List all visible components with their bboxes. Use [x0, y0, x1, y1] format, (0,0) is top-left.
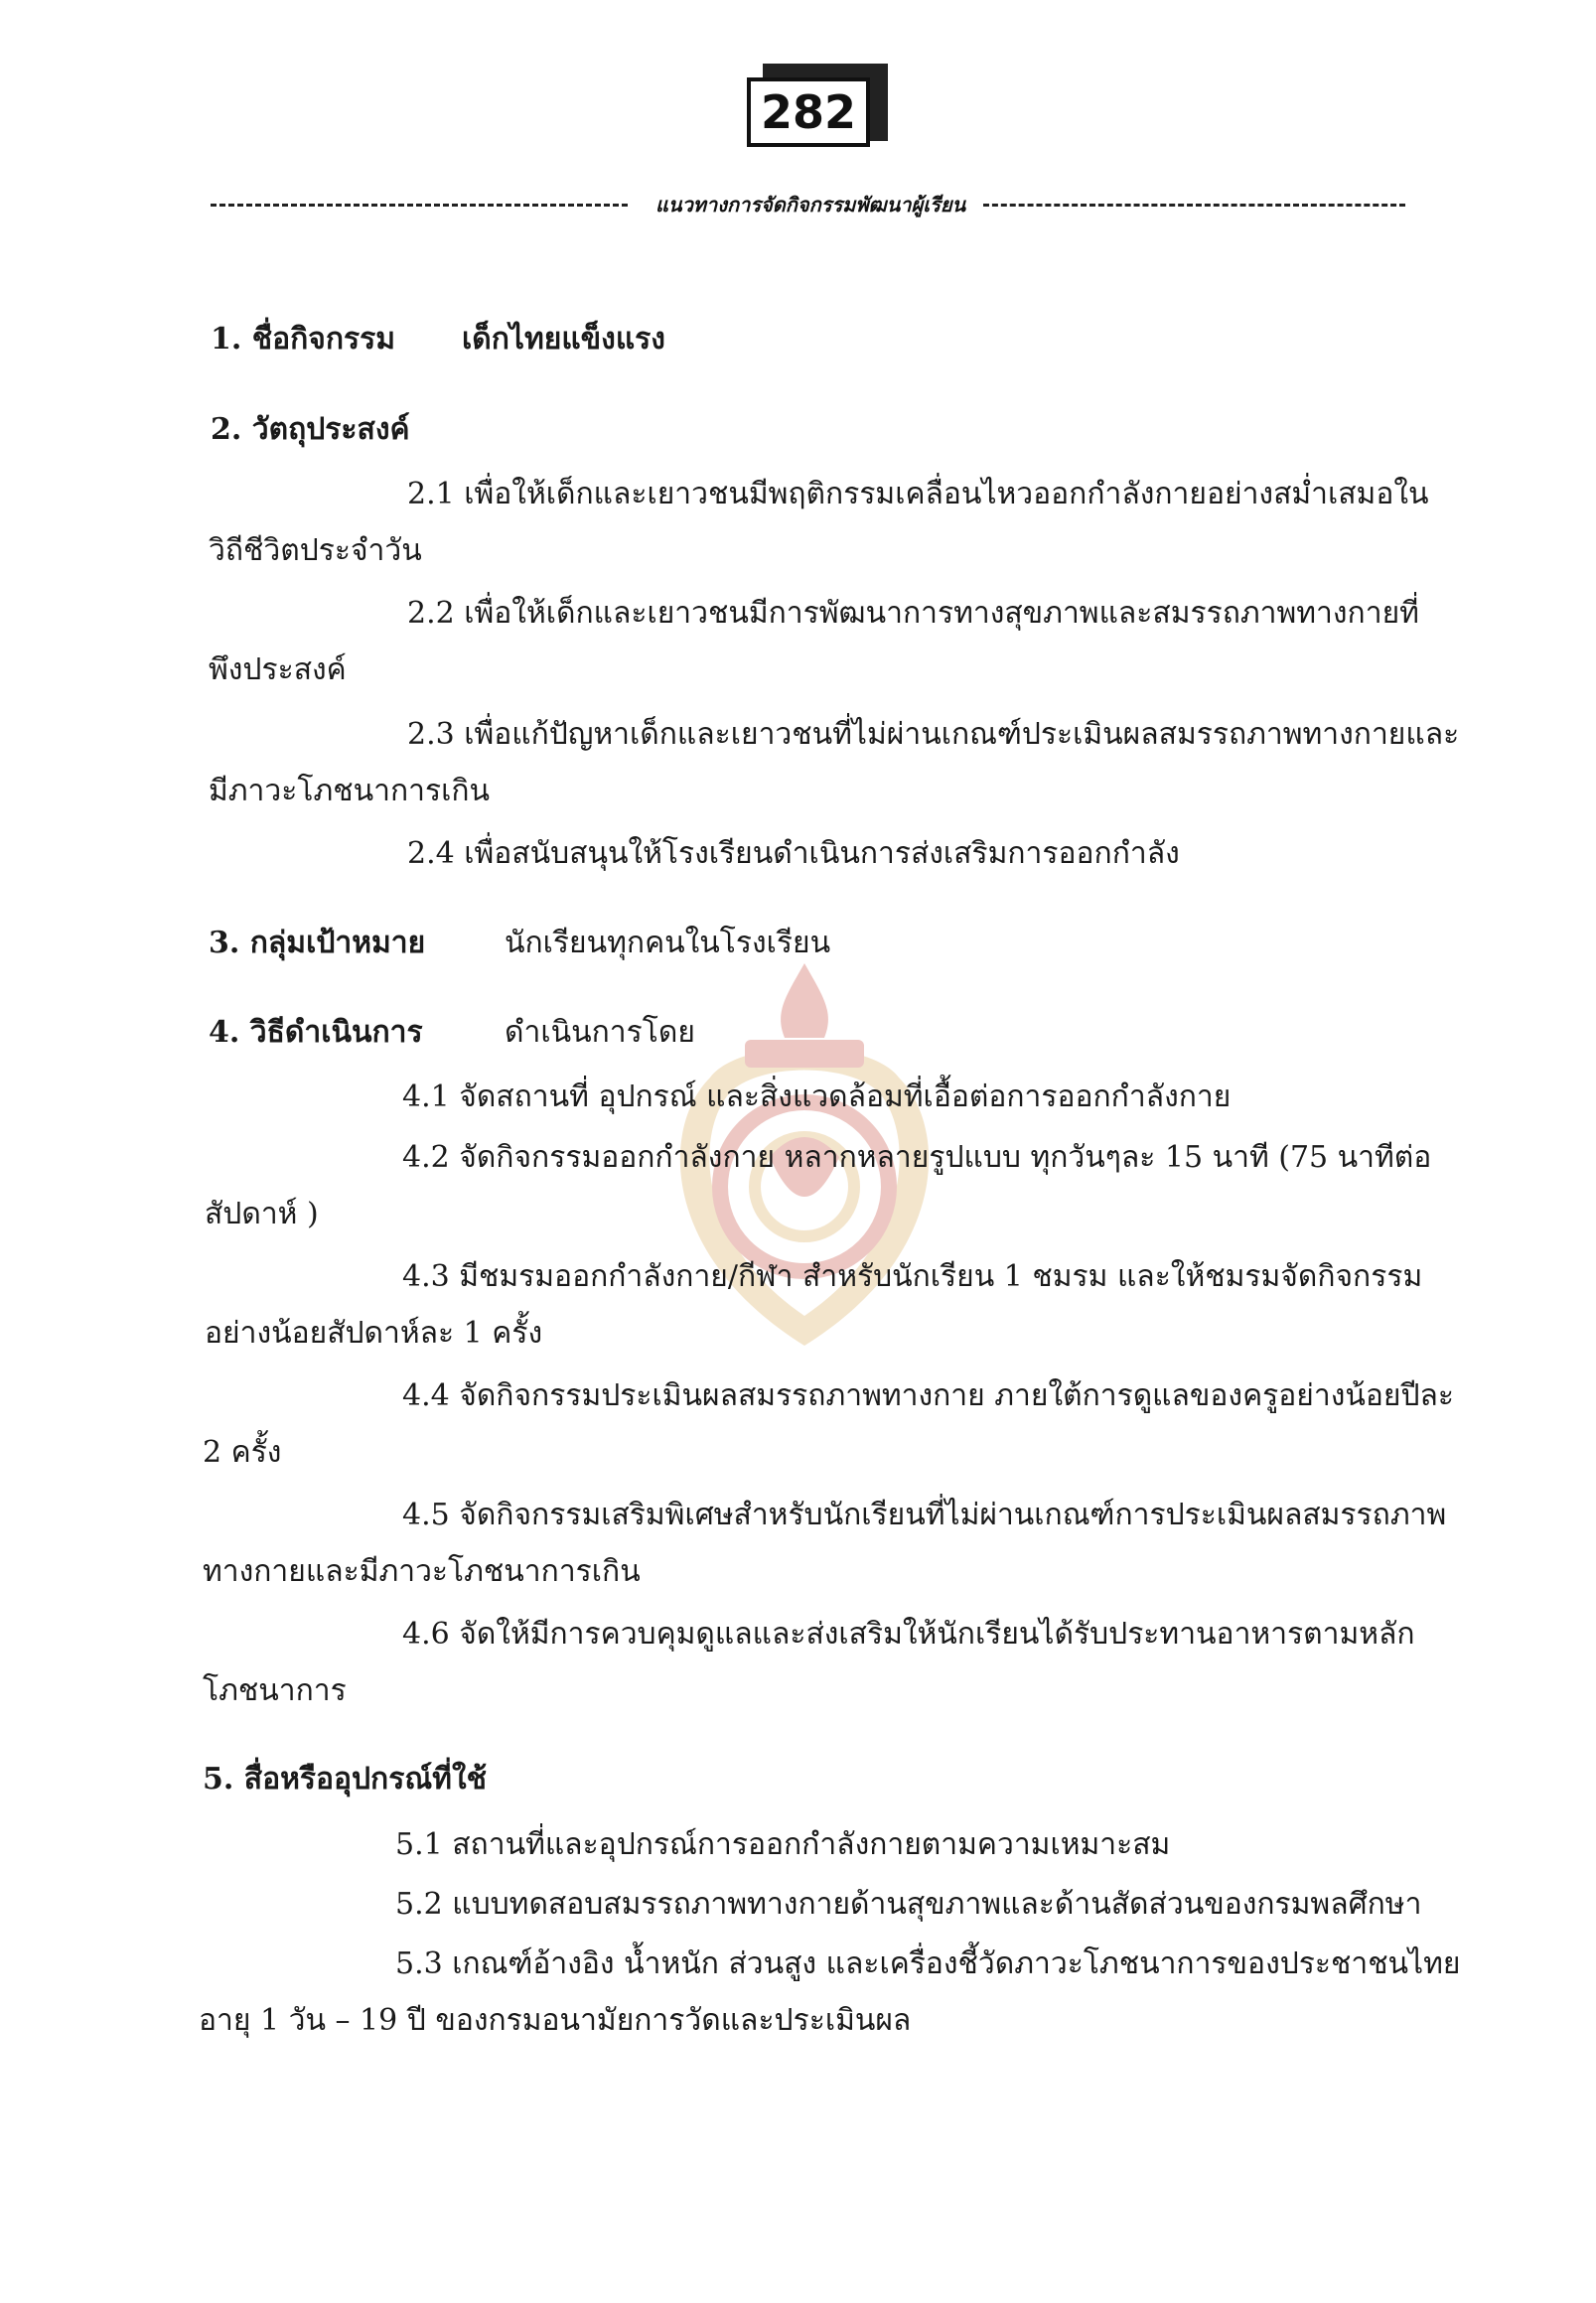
- method-4-1: 4.1 จัดสถานที่ อุปกรณ์ และสิ่งแวดล้อมที่เอื้อต่อการออกกำลังกาย: [402, 1080, 1232, 1114]
- section-4-heading: 4. วิธีดำเนินการ: [209, 1015, 423, 1050]
- objective-2-2-cont: พึงประสงค์: [209, 652, 347, 687]
- header-rule-right: [983, 204, 1405, 207]
- activity-name: เด็กไทยแข็งแรง: [462, 322, 665, 357]
- objective-2-3: 2.3 เพื่อแก้ปัญหาเด็กและเยาวชนที่ไม่ผ่านเกณฑ์ประเมินผลสมรรถภาพทางกายและ: [407, 717, 1460, 752]
- method-4-6: 4.6 จัดให้มีการควบคุมดูแลและส่งเสริมให้นักเรียนได้รับประทานอาหารตามหลัก: [402, 1617, 1415, 1652]
- method-4-3: 4.3 มีชมรมออกกำลังกาย/กีฬา สำหรับนักเรียน 1 ชมรม และให้ชมรมจัดกิจกรรม: [402, 1259, 1423, 1294]
- method-intro: ดำเนินการโดย: [505, 1015, 695, 1050]
- material-5-3-cont: อายุ 1 วัน – 19 ปี ของกรมอนามัยการวัดและประเมินผล: [199, 2003, 912, 2038]
- method-4-4-cont: 2 ครั้ง: [203, 1435, 282, 1470]
- material-5-1: 5.1 สถานที่และอุปกรณ์การออกกำลังกายตามความเหมาะสม: [395, 1827, 1171, 1862]
- material-5-2: 5.2 แบบทดสอบสมรรถภาพทางกายด้านสุขภาพและด้านสัดส่วนของกรมพลศึกษา: [395, 1887, 1422, 1922]
- objective-2-3-cont: มีภาวะโภชนาการเกิน: [209, 774, 491, 808]
- running-header: แนวทางการจัดกิจกรรมพัฒนาผู้เรียน: [655, 193, 966, 216]
- method-4-6-cont: โภชนาการ: [203, 1673, 347, 1708]
- material-5-3: 5.3 เกณฑ์อ้างอิง น้ำหนัก ส่วนสูง และเครื่องชี้วัดภาวะโภชนาการของประชาชนไทย: [395, 1946, 1461, 1981]
- method-4-3-cont: อย่างน้อยสัปดาห์ละ 1 ครั้ง: [205, 1316, 543, 1351]
- objective-2-2: 2.2 เพื่อให้เด็กและเยาวชนมีการพัฒนาการทางสุขภาพและสมรรถภาพทางกายที่: [407, 596, 1419, 631]
- method-4-2-cont: สัปดาห์ ): [205, 1197, 319, 1231]
- page-number-box: [747, 72, 882, 153]
- section-1-heading: 1. ชื่อกิจกรรม: [211, 322, 396, 357]
- objective-2-1-cont: วิถีชีวิตประจำวัน: [209, 533, 422, 568]
- method-4-4: 4.4 จัดกิจกรรมประเมินผลสมรรถภาพทางกาย ภายใต้การดูแลของครูอย่างน้อยปีละ: [402, 1378, 1454, 1413]
- section-2-heading: 2. วัตถุประสงค์: [211, 412, 410, 447]
- section-3-heading: 3. กลุ่มเป้าหมาย: [209, 926, 426, 960]
- method-4-5-cont: ทางกายและมีภาวะโภชนาการเกิน: [203, 1554, 641, 1589]
- method-4-2: 4.2 จัดกิจกรรมออกกำลังกาย หลากหลายรูปแบบ ทุกวันๆละ 15 นาที (75 นาทีต่อ: [402, 1140, 1432, 1175]
- header-rule-left: [211, 204, 628, 207]
- objective-2-1: 2.1 เพื่อให้เด็กและเยาวชนมีพฤติกรรมเคลื่อนไหวออกกำลังกายอย่างสม่ำเสมอใน: [407, 477, 1429, 511]
- page-number: 282: [747, 77, 870, 147]
- target-group: นักเรียนทุกคนในโรงเรียน: [505, 926, 831, 960]
- section-5-heading: 5. สื่อหรืออุปกรณ์ที่ใช้: [203, 1762, 487, 1797]
- method-4-5: 4.5 จัดกิจกรรมเสริมพิเศษสำหรับนักเรียนที่ไม่ผ่านเกณฑ์การประเมินผลสมรรถภาพ: [402, 1498, 1447, 1532]
- objective-2-4: 2.4 เพื่อสนับสนุนให้โรงเรียนดำเนินการส่งเสริมการออกกำลัง: [407, 836, 1180, 871]
